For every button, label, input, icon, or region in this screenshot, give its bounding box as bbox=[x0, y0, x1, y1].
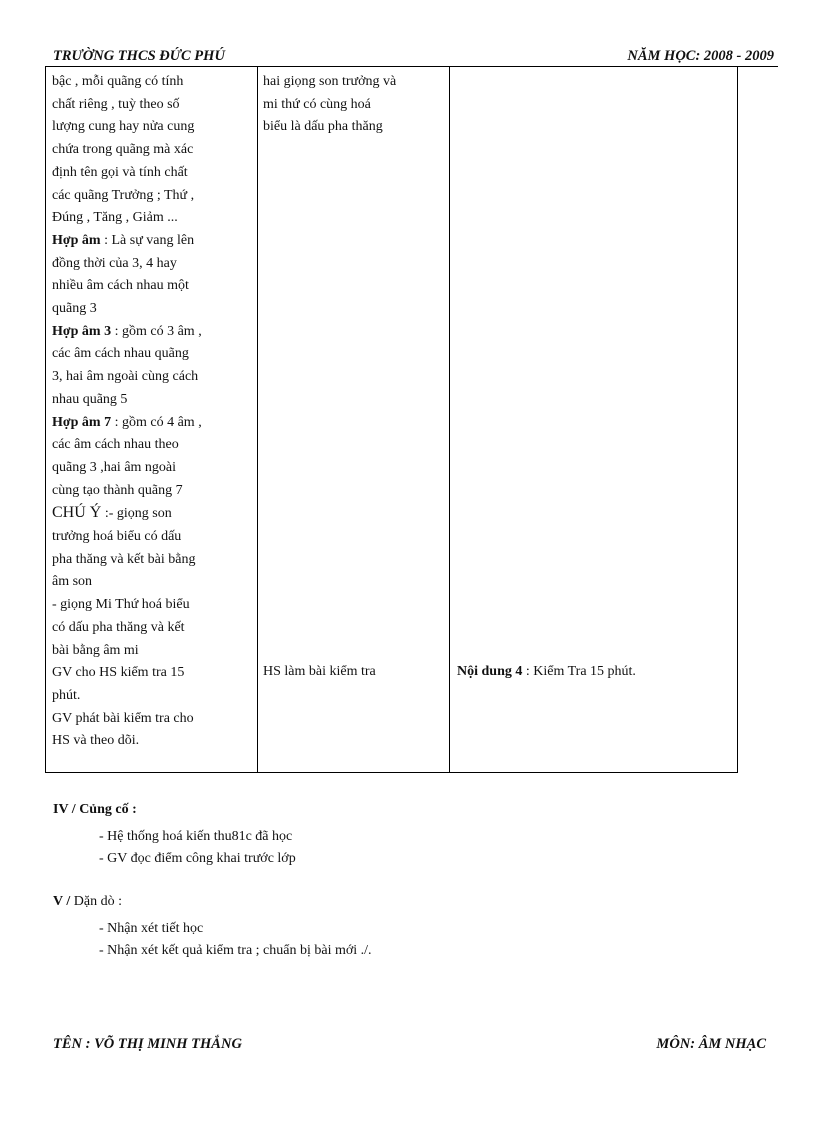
content-column bbox=[449, 67, 737, 772]
col1-text: có dấu pha thăng và kết bbox=[52, 619, 185, 635]
col1-line bbox=[52, 480, 202, 503]
col1-text: Đúng , Tăng , Giảm ... bbox=[52, 210, 178, 226]
col1-text: nhiều âm cách nhau một bbox=[52, 278, 189, 294]
col1-line bbox=[52, 640, 202, 663]
section-dan-do-number: V / bbox=[53, 894, 71, 909]
col1-line bbox=[52, 549, 202, 572]
col1-line bbox=[52, 389, 202, 412]
teacher-name-value: : VÕ THỊ MINH THẮNG bbox=[82, 1036, 242, 1052]
col1-line bbox=[52, 594, 202, 617]
col1-text: định tên gọi và tính chất bbox=[52, 164, 188, 180]
col2-line: mi thứ có cùng hoá bbox=[263, 96, 371, 112]
teacher-activity-column bbox=[46, 67, 258, 772]
col1-term: Hợp âm 3 bbox=[52, 323, 112, 339]
col1-text: GV cho HS kiểm tra 15 bbox=[52, 665, 185, 681]
col1-text: : gồm có 3 âm , bbox=[111, 323, 202, 339]
col1-line bbox=[52, 685, 202, 708]
col1-line bbox=[52, 343, 202, 366]
col1-line bbox=[52, 139, 202, 162]
section-dan-do-label: Dặn dò : bbox=[70, 894, 122, 909]
col1-text: phút. bbox=[52, 687, 81, 703]
col1-text: quãng 3 ,hai âm ngoài bbox=[52, 459, 177, 475]
teacher-activity-text bbox=[52, 71, 202, 753]
col1-line bbox=[52, 502, 202, 526]
col1-line bbox=[52, 253, 202, 276]
col1-line bbox=[52, 662, 202, 685]
col1-text: bài bằng âm mi bbox=[52, 642, 139, 658]
section-cung-co-item: - GV đọc điểm công khai trước lớp bbox=[99, 851, 296, 866]
section-dan-do-title bbox=[53, 894, 372, 910]
col1-text: quãng 3 bbox=[52, 301, 97, 317]
col1-term: Hợp âm bbox=[52, 232, 101, 248]
col1-text: pha thăng và kết bài bằng bbox=[52, 551, 196, 567]
col1-text: chất riêng , tuỳ theo số bbox=[52, 96, 180, 112]
col1-line bbox=[52, 366, 202, 389]
col1-text: đồng thời của 3, 4 hay bbox=[52, 255, 177, 271]
section-dan-do bbox=[53, 894, 372, 962]
content-4-text: : Kiểm Tra 15 phút. bbox=[522, 664, 636, 679]
col1-text: chứa trong quãng mà xác bbox=[52, 142, 194, 158]
col1-note-heading: CHÚ Ý bbox=[52, 504, 102, 522]
col1-text: :- giọng son bbox=[101, 506, 172, 522]
col1-text: lượng cung hay nửa cung bbox=[52, 119, 195, 135]
content-4-label: Nội dung 4 bbox=[457, 664, 523, 679]
col1-line bbox=[52, 321, 202, 344]
col1-text: : Là sự vang lên bbox=[100, 232, 195, 248]
col1-text: các quãng Trưởng ; Thứ , bbox=[52, 187, 195, 203]
section-dan-do-item: - Nhận xét kết quả kiểm tra ; chuẩn bị bài mới ./. bbox=[99, 943, 372, 958]
col1-text: HS và theo dõi. bbox=[52, 733, 140, 749]
section-cung-co-title: IV / Củng cố : bbox=[53, 802, 137, 817]
lesson-table bbox=[45, 67, 738, 773]
student-activity-text bbox=[263, 71, 396, 139]
col1-term: Hợp âm 7 bbox=[52, 414, 112, 430]
section-cung-co-item: - Hệ thống hoá kiến thu81c đã học bbox=[99, 829, 293, 844]
section-cung-co bbox=[53, 802, 296, 870]
col1-text: các âm cách nhau theo bbox=[52, 437, 179, 453]
col1-line bbox=[52, 230, 202, 253]
col1-line bbox=[52, 116, 202, 139]
col1-text: bậc , mỗi quãng có tính bbox=[52, 74, 184, 89]
col1-text: : gồm có 4 âm , bbox=[111, 414, 202, 430]
col1-line bbox=[52, 185, 202, 208]
col1-line bbox=[52, 412, 202, 435]
section-dan-do-item: - Nhận xét tiết học bbox=[99, 921, 204, 936]
col1-text: âm son bbox=[52, 574, 93, 590]
col1-line bbox=[52, 617, 202, 640]
col1-text: nhau quãng 5 bbox=[52, 391, 128, 407]
col1-line bbox=[52, 94, 202, 117]
col1-line bbox=[52, 298, 202, 321]
col1-text: GV phát bài kiểm tra cho bbox=[52, 710, 194, 726]
col1-line bbox=[52, 434, 202, 457]
col1-text: cùng tạo thành quãng 7 bbox=[52, 482, 183, 498]
col2-line: hai giọng son trưởng và bbox=[263, 74, 397, 89]
col1-line bbox=[52, 708, 202, 731]
teacher-name-label: TÊN bbox=[53, 1036, 82, 1052]
col1-line bbox=[52, 730, 202, 753]
col2-line: biểu là dấu pha thăng bbox=[263, 119, 383, 135]
content-4 bbox=[457, 664, 636, 680]
school-year: NĂM HỌC: 2008 - 2009 bbox=[627, 48, 774, 64]
col1-line bbox=[52, 71, 202, 94]
col1-text: 3, hai âm ngoài cùng cách bbox=[52, 369, 199, 385]
col1-text: - giọng Mi Thứ hoá biểu bbox=[52, 597, 190, 613]
col1-line bbox=[52, 526, 202, 549]
student-test-activity: HS làm bài kiểm tra bbox=[263, 664, 376, 679]
col1-text: trưởng hoá biểu có dấu bbox=[52, 529, 182, 545]
student-activity-column bbox=[257, 67, 450, 772]
teacher-name bbox=[53, 1036, 242, 1053]
col1-text: các âm cách nhau quãng bbox=[52, 346, 189, 362]
col1-line bbox=[52, 207, 202, 230]
col1-line bbox=[52, 457, 202, 480]
col1-line bbox=[52, 162, 202, 185]
col1-line bbox=[52, 275, 202, 298]
subject-name: MÔN: ÂM NHẠC bbox=[656, 1036, 766, 1052]
school-name: TRƯỜNG THCS ĐỨC PHÚ bbox=[53, 48, 225, 64]
col1-line bbox=[52, 571, 202, 594]
